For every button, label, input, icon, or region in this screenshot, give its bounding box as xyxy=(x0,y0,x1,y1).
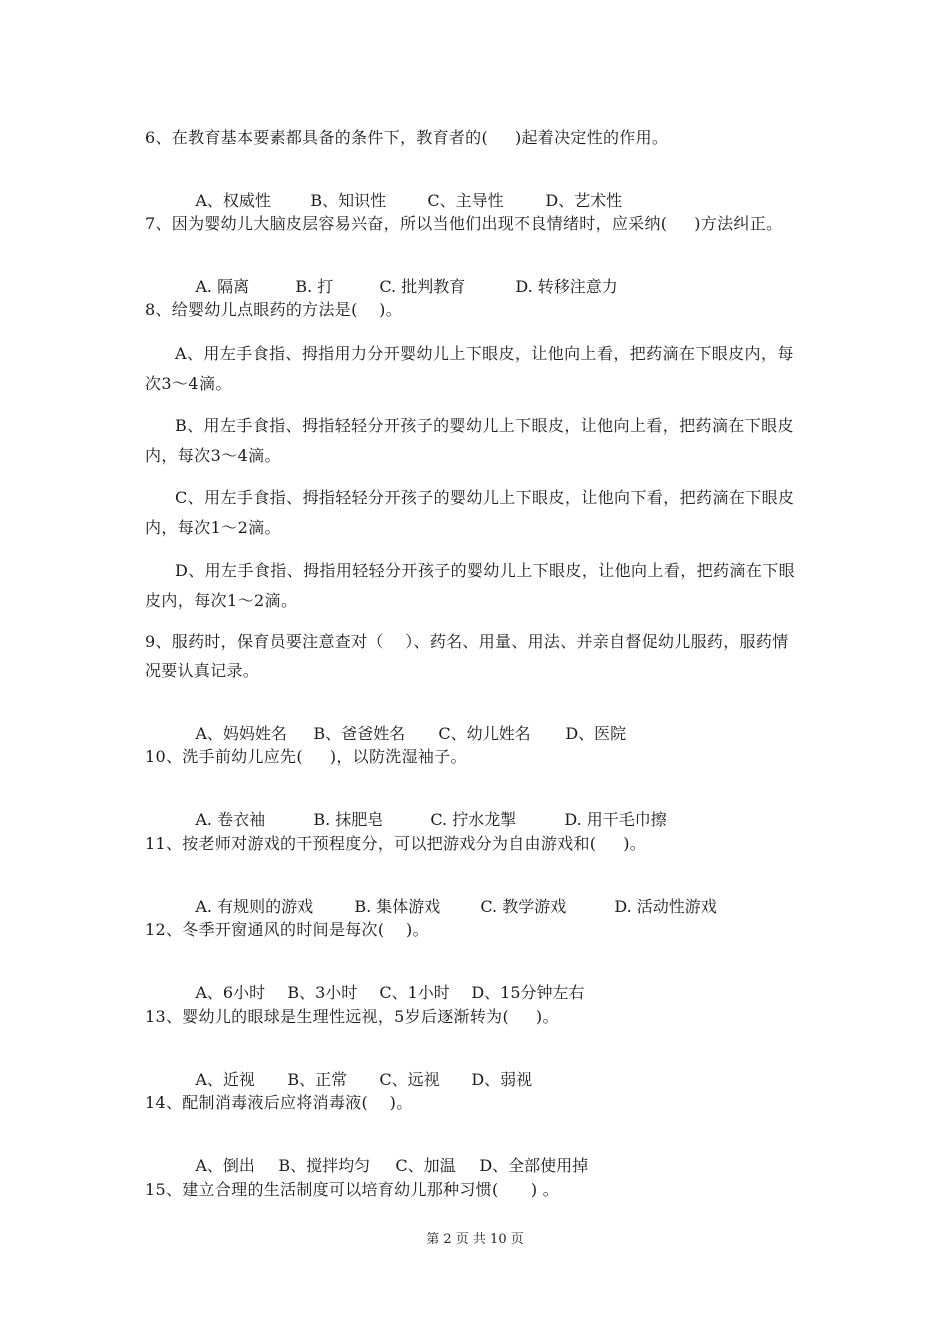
option-d: D、15分钟左右 xyxy=(471,983,585,1002)
question-12-stem: 12、冬季开窗通风的时间是每次( )。 xyxy=(145,920,429,939)
question-13-stem: 13、婴幼儿的眼球是生理性远视，5岁后逐渐转为( )。 xyxy=(145,1007,559,1026)
option-b: B、知识性 xyxy=(310,191,387,210)
option-c: C. 批判教育 xyxy=(379,277,466,296)
option-d: D、医院 xyxy=(565,724,627,743)
option-b: B. 抹肥皂 xyxy=(313,810,384,829)
option-d: D. 转移注意力 xyxy=(515,277,618,296)
option-a: A、妈妈姓名 xyxy=(195,724,287,743)
option-b: B. 打 xyxy=(295,277,334,296)
question-8-option-a: A、用左手食指、拇指用力分开婴幼儿上下眼皮，让他向上看，把药滴在下眼皮内，每次3～4滴。 xyxy=(145,344,794,393)
question-11-stem: 11、按老师对游戏的干预程度分，可以把游戏分为自由游戏和( )。 xyxy=(145,834,647,853)
option-a: A、近视 xyxy=(195,1070,255,1089)
option-d: D、弱视 xyxy=(471,1070,533,1089)
option-d: D、艺术性 xyxy=(545,191,623,210)
option-a: A、6小时 xyxy=(195,983,266,1002)
option-b: B、正常 xyxy=(287,1070,348,1089)
option-a: A. 卷衣袖 xyxy=(195,810,266,829)
option-c: C、远视 xyxy=(379,1070,440,1089)
option-d: D. 用干毛巾擦 xyxy=(564,810,667,829)
question-6-stem: 6、在教育基本要素都具备的条件下，教育者的( )起着决定性的作用。 xyxy=(145,128,669,147)
option-b: B、爸爸姓名 xyxy=(313,724,406,743)
question-9-stem-line2: 况要认真记录。 xyxy=(145,661,260,680)
option-c: C、主导性 xyxy=(427,191,504,210)
option-c: C. 教学游戏 xyxy=(480,897,567,916)
option-d: D. 活动性游戏 xyxy=(614,897,717,916)
question-14-stem: 14、配制消毒液后应将消毒液( )。 xyxy=(145,1093,413,1112)
question-8-option-d: D、用左手食指、拇指用轻轻分开孩子的婴幼儿上下眼皮，让他向上看，把药滴在下眼皮内，每次1～2滴。 xyxy=(145,561,796,610)
question-8-option-b: B、用左手食指、拇指轻轻分开孩子的婴幼儿上下眼皮，让他向上看，把药滴在下眼皮内，每次3～4滴。 xyxy=(145,416,794,465)
question-8-option-c: C、用左手食指、拇指轻轻分开孩子的婴幼儿上下眼皮，让他向下看，把药滴在下眼皮内，每次1～2滴。 xyxy=(145,488,795,537)
question-9-stem-line1: 9、服药时，保育员要注意查对（ ）、药名、用量、用法、并亲自督促幼儿服药，服药情 xyxy=(145,632,789,651)
option-b: B. 集体游戏 xyxy=(354,897,441,916)
question-8-stem: 8、给婴幼儿点眼药的方法是( )。 xyxy=(145,300,403,319)
option-b: B、搅拌均匀 xyxy=(278,1156,371,1175)
option-c: C. 拧水龙掣 xyxy=(430,810,517,829)
question-10-stem: 10、洗手前幼儿应先( )，以防洗湿袖子。 xyxy=(145,747,467,766)
option-a: A、权威性 xyxy=(195,191,271,210)
option-c: C、加温 xyxy=(395,1156,456,1175)
question-7-stem: 7、因为婴幼儿大脑皮层容易兴奋，所以当他们出现不良情绪时，应采纳( )方法纠正。 xyxy=(145,214,783,233)
option-c: C、幼儿姓名 xyxy=(438,724,531,743)
option-a: A. 隔离 xyxy=(195,277,250,296)
option-a: A. 有规则的游戏 xyxy=(195,897,314,916)
question-15-stem: 15、建立合理的生活制度可以培育幼儿那种习惯( ) 。 xyxy=(145,1180,560,1199)
option-b: B、3小时 xyxy=(287,983,358,1002)
option-a: A、倒出 xyxy=(195,1156,255,1175)
option-d: D、全部使用掉 xyxy=(479,1156,589,1175)
option-c: C、1小时 xyxy=(379,983,450,1002)
page-number-footer: 第 2 页 共 10 页 xyxy=(426,1232,524,1247)
